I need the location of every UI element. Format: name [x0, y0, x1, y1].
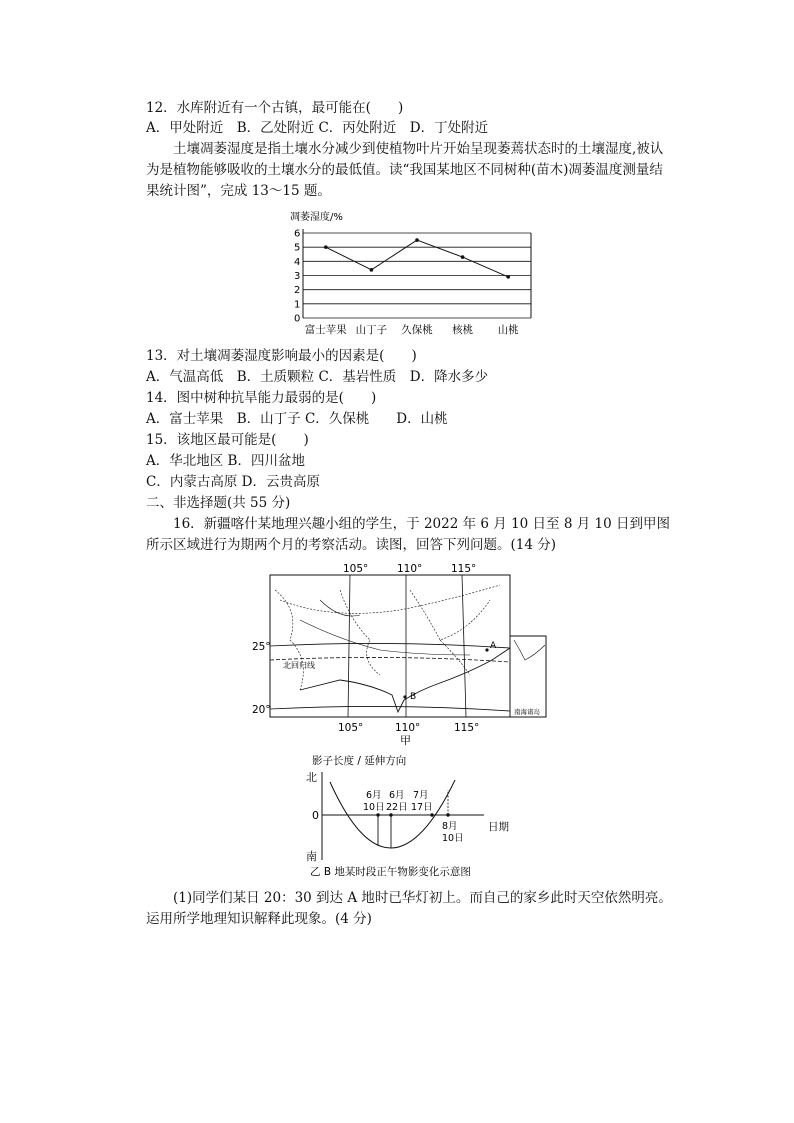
date-jul17-month: 7月 [413, 790, 429, 801]
q16-stem: 16．新疆喀什某地理兴趣小组的学生，于 2022 年 6 月 10 日至 8 月 10 日到甲图所示区域进行为期两个月的考察活动。读图，回答下列问题。(14 分) [146, 516, 670, 553]
top-longitude-110: 110° [397, 563, 423, 575]
date-jun10-day: 10日 [363, 802, 385, 813]
chart-y-tick-label: 1 [294, 299, 301, 311]
tropic-label: 北回归线 [283, 661, 315, 670]
chart-y-tick-label: 0 [294, 313, 301, 325]
shadow-ylabel: 影子长度 / 延伸方向 [312, 755, 407, 767]
q15-stem: 15．该地区最可能是( ) [146, 432, 309, 448]
chart-y-tick-label: 2 [294, 285, 301, 297]
date-jun10-month: 6月 [366, 790, 382, 801]
shadow-south-label: 南 [306, 850, 317, 863]
q14-options: A．富士苹果 B．山丁子 C．久保桃 D．山桃 [146, 411, 448, 427]
chart-ylabel: 凋萎湿度/% [290, 212, 343, 223]
latitude-25-label: 25° [252, 641, 271, 653]
date-jul17-day: 17日 [411, 802, 433, 813]
inset-label: 南海诸岛 [514, 708, 540, 716]
shadow-point-jul17 [430, 813, 433, 816]
bottom-longitude-115: 115° [454, 722, 480, 734]
point-a-label: A [490, 641, 497, 651]
chart-y-tick-label: 5 [294, 242, 301, 254]
chart-category-label: 山丁子 [355, 324, 388, 336]
shadow-north-label: 北 [306, 771, 317, 784]
chart-category-label: 久保桃 [401, 324, 433, 336]
bottom-longitude-110: 110° [395, 722, 421, 734]
shadow-caption: 乙 B 地某时段正午物影变化示意图 [310, 866, 471, 878]
q13-stem: 13．对土壤凋萎湿度影响最小的因素是( ) [146, 348, 417, 364]
chart-category-label: 富士苹果 [304, 324, 347, 336]
chart-category-label: 山桃 [497, 324, 519, 336]
intro-13-15: 土壤凋萎湿度是指土壤水分减少到使植物叶片开始呈现萎蔫状态时的土壤湿度,被认为是植物能够吸收的土壤水分的最低值。读“我国某地区不同树种(苗木)凋萎温度测量结果统计图”，完成 13～15 题。 [146, 141, 664, 199]
point-b-label: B [410, 692, 417, 702]
shadow-xlabel: 日期 [488, 821, 509, 833]
chart-category-label: 核桃 [452, 324, 474, 336]
q16-sub1: (1)同学们某日 20：30 到达 A 地时已华灯初上。而自己的家乡此时天空依然明亮。运用所学地理知识解释此现象。(4 分) [146, 890, 672, 927]
top-longitude-115: 115° [451, 563, 477, 575]
q12-stem: 12．水库附近有一个古镇，最可能在( ) [146, 100, 404, 116]
date-jun22-month: 6月 [389, 790, 405, 801]
q15-options-2: C．内蒙古高原 D．云贵高原 [146, 474, 320, 490]
top-longitude-105: 105° [343, 563, 369, 575]
chart-y-tick-label: 4 [294, 256, 301, 268]
q12-options: A．甲处附近 B．乙处附近 C．丙处附近 D．丁处附近 [146, 120, 489, 136]
date-aug10-month: 8月 [442, 821, 458, 832]
chart-y-tick-label: 3 [294, 271, 301, 282]
shadow-zero-label: 0 [312, 809, 319, 822]
q14-stem: 14．图中树种抗旱能力最弱的是( ) [146, 390, 377, 406]
bottom-longitude-105: 105° [338, 722, 364, 734]
shadow-point-jun10 [376, 813, 379, 816]
date-aug10-day: 10日 [442, 833, 464, 844]
shadow-point-aug10 [446, 813, 449, 816]
date-jun22-day: 22日 [386, 802, 408, 813]
latitude-20-label: 20° [252, 704, 271, 716]
q15-options-1: A．华北地区 B．四川盆地 [146, 453, 305, 469]
chart-y-tick-label: 6 [294, 228, 301, 240]
map-caption: 甲 [400, 734, 411, 747]
shadow-point-jun22 [389, 813, 392, 816]
q13-options: A．气温高低 B．土质颗粒 C．基岩性质 D．降水多少 [146, 369, 489, 385]
section-2-heading: 二、非选择题(共 55 分) [146, 495, 291, 511]
